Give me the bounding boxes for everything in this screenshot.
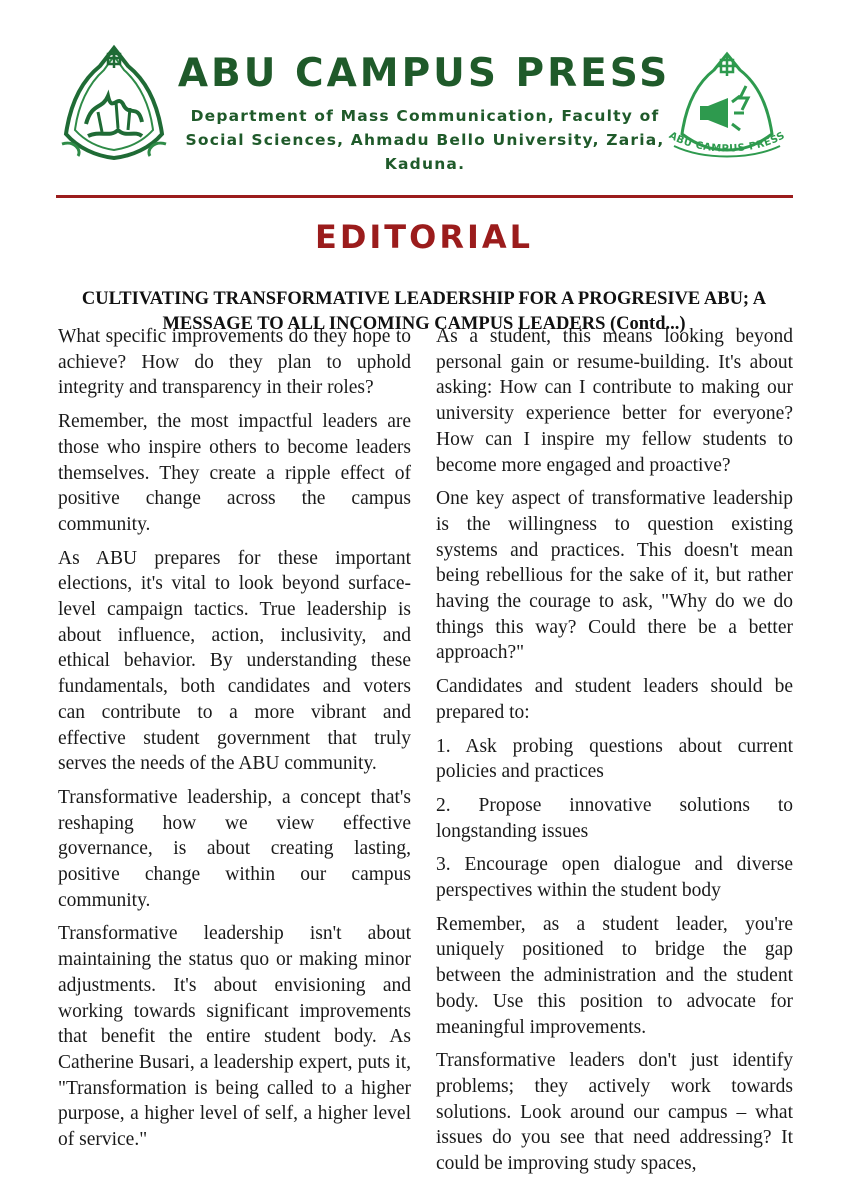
paragraph: Remember, as a student leader, you're uniquely positioned to bridge the gap between the administration and the student body. Use this position to advocate for meaningful improvements. [436,913,793,1038]
paragraph: Transformative leadership isn't about maintaining the status quo or making minor adjustments. It's about envisioning and working towards significant improvements that benefit the entire student body. As Catherine Busari, a leadership expert, puts it, "Transformation is being called to a higher purpose, a higher level of self, a higher level of service." [58,923,411,1151]
svg-text:ABU CAMPUS PRESS [667,130,787,154]
left-column [58,324,411,1161]
department-address: Department of Mass Communication, Faculty of Social Sciences, Ahmadu Bello University, Zaria, Kaduna. [185,107,665,173]
campus-press-logo [664,50,790,162]
paragraph: As ABU prepares for these important elections, it's vital to look beyond surface-level campaign tactics. True leadership is about influence, action, inclusivity, and ethical behavior. By understanding these fundamentals, both candidates and voters can contribute to a more vibrant and effective student government that truly serves the needs of the ABU community. [58,547,411,775]
logo-caption: ABU CAMPUS PRESS [666,130,788,155]
list-item: 1. Ask probing questions about current policies and practices [436,735,793,783]
article-headline: CULTIVATING TRANSFORMATIVE LEADERSHIP FOR A PROGRESIVE ABU; A MESSAGE TO ALL INCOMING CAMPUS LEADERS (Contd...) [81,289,767,334]
list-item: 2. Propose innovative solutions to longstanding issues [436,794,793,842]
right-column [436,324,793,1185]
paragraph: One key aspect of transformative leadership is the willingness to question existing systems and practices. This doesn't mean being rebellious for the sake of it, but rather having the courage to ask, "Why do we do things this way? Could there be a better approach?" [436,488,793,664]
paragraph: What specific improvements do they hope to achieve? How do they plan to uphold integrity and transparency in their roles? [58,326,411,399]
university-crest-logo [58,44,170,162]
paragraph: Candidates and student leaders should be prepared to: [436,676,793,723]
list-item: 3. Encourage open dialogue and diverse perspectives within the student body [436,854,793,902]
paragraph: Transformative leaders don't just identify problems; they actively work towards solutions. Look around our campus – what issues do you see that need addressing? It could be improving study spaces, [436,1050,793,1175]
paragraph: Remember, the most impactful leaders are those who inspire others to become leaders themselves. They create a ripple effect of positive change across the campus community. [58,411,411,535]
section-label: EDITORIAL [314,218,534,256]
paragraph: As a student, this means looking beyond personal gain or resume-building. It's about asking: How can I contribute to making our university experience better for everyone? How can I inspire my fellow students to become more engaged and proactive? [436,326,793,476]
masthead-title: ABU CAMPUS PRESS [177,51,671,96]
header-divider [56,195,793,198]
paragraph: Transformative leadership, a concept that's reshaping how we view effective governance, is about creating lasting, positive change within our campus community. [58,786,411,911]
